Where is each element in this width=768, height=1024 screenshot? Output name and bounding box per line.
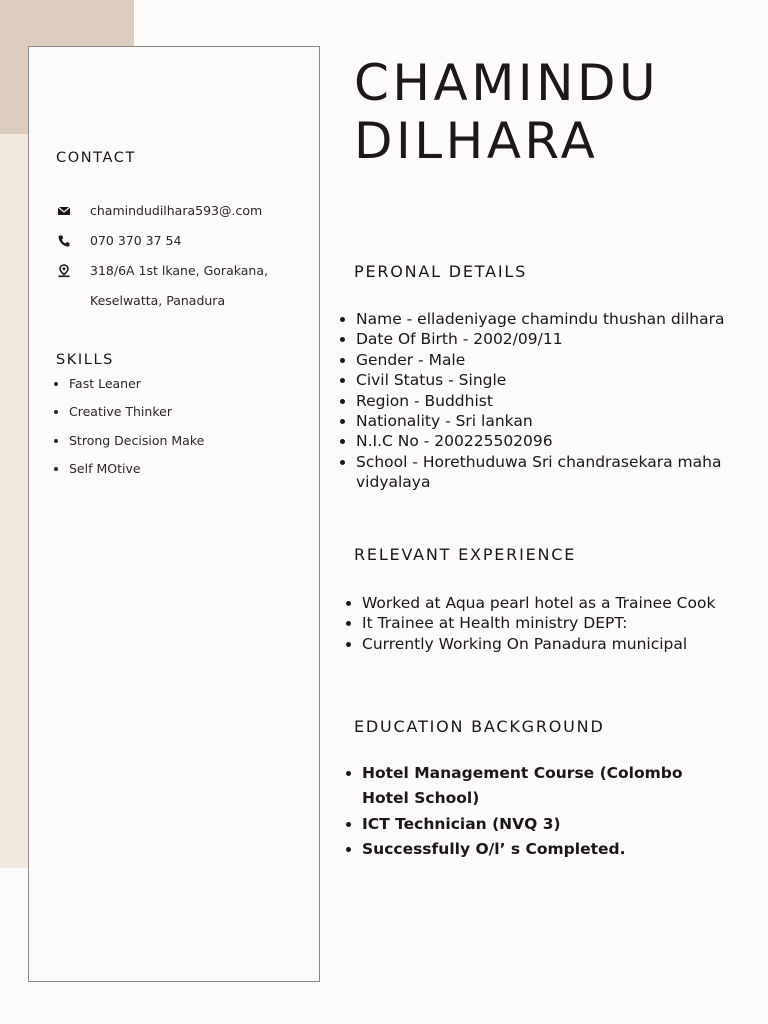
name-line-1: CHAMINDU <box>354 54 660 112</box>
name-line-2: DILHARA <box>354 112 599 170</box>
phone-icon <box>57 234 71 248</box>
education-heading: EDUCATION BACKGROUND <box>354 717 605 736</box>
experience-item: • It Trainee at Health ministry DEPT: <box>362 613 768 633</box>
address-line-1: 318/6A 1st lkane, Gorakana, <box>90 263 268 278</box>
decorative-beige-strip <box>0 134 28 868</box>
skill-item: • Self MOtive <box>69 460 204 488</box>
address-line-2: Keselwatta, Panadura <box>90 293 226 308</box>
personal-detail-item: • Nationality - Sri lankan <box>356 411 768 431</box>
personal-detail-item: • Name - elladeniyage chamindu thushan dilhara <box>356 309 768 329</box>
education-item: • Hotel Management Course (Colombo Hotel School) <box>362 761 712 812</box>
full-name <box>354 54 659 170</box>
personal-details-heading: PERONAL DETAILS <box>354 262 528 281</box>
location-pin-icon <box>57 264 71 278</box>
contact-address <box>53 261 313 281</box>
contact-heading: CONTACT <box>56 150 136 166</box>
sidebar-panel <box>28 46 320 982</box>
skill-item: • Strong Decision Make <box>69 432 204 460</box>
personal-detail-item: • Date Of Birth - 2002/09/11 <box>356 329 768 349</box>
skills-list <box>53 375 204 488</box>
skill-item: • Creative Thinker <box>69 403 204 431</box>
skill-item: • Fast Leaner <box>69 375 204 403</box>
personal-detail-item: • Region - Buddhist <box>356 391 768 411</box>
personal-detail-item: • N.I.C No - 200225502096 <box>356 431 768 451</box>
email-text: chamindudilhara593@.com <box>90 203 263 218</box>
education-item: • ICT Technician (NVQ 3) <box>362 812 712 837</box>
experience-item: • Worked at Aqua pearl hotel as a Trainee Cook <box>362 593 768 613</box>
personal-detail-item: • Civil Status - Single <box>356 370 768 390</box>
personal-detail-item: • School - Horethuduwa Sri chandrasekara maha vidyalaya <box>356 452 768 493</box>
envelope-icon <box>57 204 71 218</box>
experience-heading: RELEVANT EXPERIENCE <box>354 545 577 564</box>
education-list <box>346 761 712 863</box>
phone-text: 070 370 37 54 <box>90 233 182 248</box>
contact-phone <box>53 231 313 251</box>
experience-list <box>346 593 768 654</box>
contact-email <box>53 201 313 221</box>
personal-details-list <box>340 309 768 493</box>
education-item: • Successfully O/l’ s Completed. <box>362 837 712 862</box>
skills-heading: SKILLS <box>56 352 114 368</box>
personal-detail-item: • Gender - Male <box>356 350 768 370</box>
experience-item: • Currently Working On Panadura municipal <box>362 634 768 654</box>
